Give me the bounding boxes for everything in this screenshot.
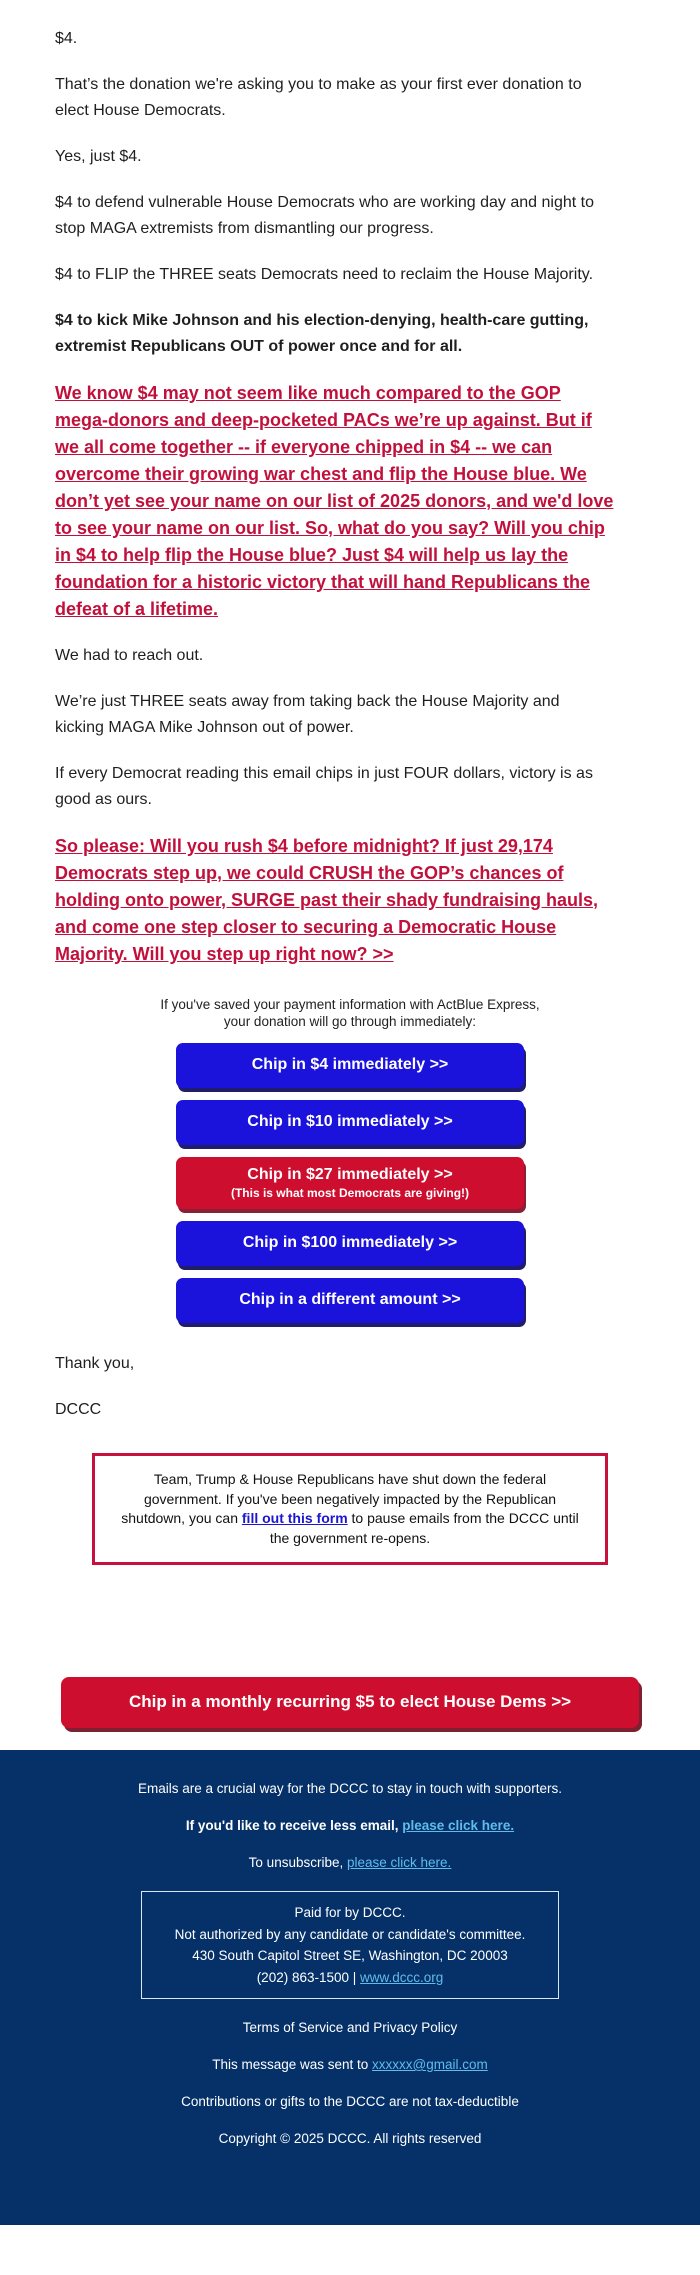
footer-tax-line: Contributions or gifts to the DCCC are not tax-deductible (181, 2094, 519, 2109)
paragraph-reach-out: We had to reach out. (55, 647, 204, 664)
paragraph-yes-just-4: Yes, just $4. (55, 148, 142, 165)
phone-number: (202) 863-1500 | (256, 1969, 357, 1985)
footer-terms-line (0, 2019, 700, 2037)
sent-to-text: This message was sent to (212, 2057, 369, 2072)
chip-in-100-button[interactable]: Chip in $100 immediately >> (176, 1221, 524, 1266)
actblue-note-line-2: your donation will go through immediately: (223, 1014, 477, 1029)
chip-in-27-label: Chip in $27 immediately >> (247, 1166, 453, 1183)
phone-website-line (150, 1967, 550, 1989)
signoff-text: Thank you, (55, 1355, 135, 1372)
terms-privacy-link[interactable]: Terms of Service and Privacy Policy (242, 2020, 458, 2035)
dccc-website-link[interactable]: www.dccc.org (360, 1969, 444, 1985)
different-amount-button[interactable]: Chip in a different amount >> (176, 1278, 524, 1323)
paragraph-amount: $4. (55, 30, 78, 47)
shutdown-notice-line-1: Team, Trump & House Republicans have shut down the federal government. (143, 1471, 547, 1507)
actblue-express-note (55, 996, 645, 1030)
footer-crucial-way-text: Emails are a crucial way for the DCCC to stay in touch with supporters. (138, 1781, 562, 1796)
red-cta-link-2[interactable]: So please: Will you rush $4 before midnight? If just 29,174 Democrats step up, we could CRUSH the GOP’s chances of holding onto power, SURGE past their shady fundraising hauls, and come one step closer to securing a Democratic House Majority. Will you step up right now? >> (55, 836, 599, 964)
chip-in-27-sublabel: (This is what most Democrats are giving!) (230, 1186, 470, 1200)
paragraph-kick-mike-johnson: $4 to kick Mike Johnson and his election-denying, health-care gutting, extremist Republicans OUT of power once and for all. (55, 312, 589, 355)
paragraph-flip-three-seats: $4 to FLIP the THREE seats Democrats need to reclaim the House Majority. (55, 266, 594, 283)
chip-in-10-button[interactable]: Chip in $10 immediately >> (176, 1100, 524, 1145)
donation-button-stack (176, 1043, 524, 1323)
chip-in-4-button[interactable]: Chip in $4 immediately >> (176, 1043, 524, 1088)
paragraph-defend: $4 to defend vulnerable House Democrats who are working day and night to stop MAGA extremists from dismantling our progress. (55, 194, 594, 237)
shutdown-notice-box (92, 1453, 608, 1565)
unsubscribe-link[interactable]: please click here. (347, 1855, 452, 1870)
footer-sent-to-line (0, 2056, 700, 2074)
shutdown-notice-line-2-pre: If you've been negatively impacted by the Republican shutdown, you can (121, 1490, 557, 1526)
fill-out-form-link[interactable]: fill out this form (241, 1510, 348, 1526)
red-cta-paragraph-2-wrap (55, 833, 615, 968)
paid-for-line: Paid for by DCCC. (294, 1905, 406, 1920)
actblue-note-line-1: If you've saved your payment information with ActBlue Express, (160, 997, 540, 1012)
footer-less-email-line (0, 1817, 700, 1835)
paragraph-every-democrat: If every Democrat reading this email chips in just FOUR dollars, victory is as good as ours. (55, 765, 593, 808)
recipient-email-link[interactable]: xxxxxx@gmail.com (372, 2057, 488, 2072)
paid-for-disclaimer-box (141, 1891, 559, 1999)
not-authorized-line: Not authorized by any candidate or candidate's committee. (174, 1926, 526, 1942)
paragraph-three-seats-away: We’re just THREE seats away from taking back the House Majority and kicking MAGA Mike Johnson out of power. (55, 693, 560, 736)
footer-unsubscribe-text: To unsubscribe, (248, 1855, 344, 1870)
monthly-recurring-5-button[interactable]: Chip in a monthly recurring $5 to elect House Dems >> (61, 1677, 639, 1728)
signature-dccc: DCCC (55, 1401, 102, 1418)
footer-less-email-text: If you'd like to receive less email, (185, 1818, 399, 1833)
shutdown-notice-line-2-post: to pause emails from the DCCC until the government re-opens. (269, 1510, 579, 1546)
chip-in-27-button[interactable] (176, 1157, 524, 1209)
footer-copyright-line: Copyright © 2025 DCCC. All rights reserved (218, 2131, 482, 2146)
address-line: 430 South Capitol Street SE, Washington, DC 20003 (192, 1948, 508, 1963)
paragraph-first-donation: That’s the donation we're asking you to make as your first ever donation to elect House Democrats. (55, 76, 582, 119)
red-cta-link-1[interactable]: We know $4 may not seem like much compared to the GOP mega-donors and deep-pocketed PACs we’re up against. But if we all come together -- if everyone chipped in $4 -- we can overcome their growing war chest and flip the House blue. We don’t yet see your name on our list of 2025 donors, and we'd love to see your name on our list. So, what do you say? Will you chip in $4 to help flip the House blue? Just $4 will help us lay the foundation for a historic victory that will hand Republicans the defeat of a lifetime. (55, 383, 614, 619)
red-cta-paragraph-1-wrap (55, 380, 615, 623)
email-footer (0, 1750, 700, 2225)
footer-unsubscribe-line (0, 1854, 700, 1872)
receive-less-email-link[interactable]: please click here. (402, 1818, 515, 1833)
